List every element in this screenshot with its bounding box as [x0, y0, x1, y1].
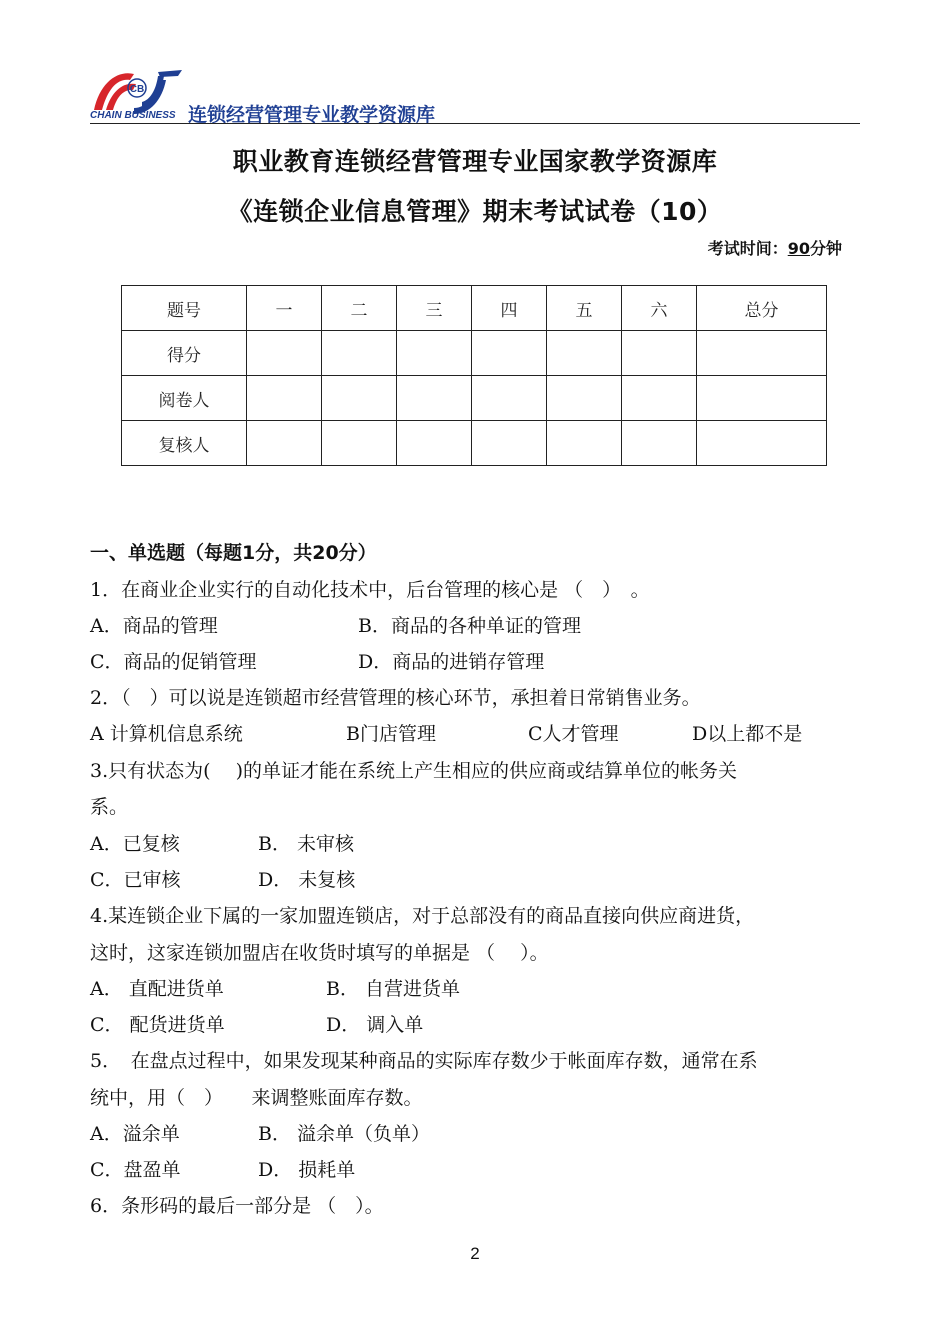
q1-option-c: C．商品的促销管理: [90, 651, 257, 673]
score-cell: [622, 376, 697, 421]
q1-option-d: D．商品的进销存管理: [358, 651, 545, 673]
score-header-cell: 一: [247, 286, 322, 331]
score-header-cell: 题号: [122, 286, 247, 331]
q5-option-b: B． 溢余单（负单）: [258, 1123, 431, 1145]
row-label-cell: 复核人: [122, 421, 247, 466]
score-table: [121, 285, 827, 466]
score-cell: [322, 421, 397, 466]
score-header-cell: 四: [472, 286, 547, 331]
score-table-header-row: [122, 286, 827, 331]
score-table-row: [122, 376, 827, 421]
q5-option-c: C．盘盈单: [90, 1159, 181, 1181]
row-label-cell: 得分: [122, 331, 247, 376]
q5-option-a: A．溢余单: [90, 1123, 180, 1145]
question-1: 1．在商业企业实行的自动化技术中，后台管理的核心是 （ ） 。: [90, 579, 650, 601]
logo-subtitle: CHAIN BUSINESS: [90, 110, 176, 121]
q2-option-b: B门店管理: [346, 723, 436, 745]
q3-option-d: D． 未复核: [258, 869, 356, 891]
score-cell: [547, 376, 622, 421]
score-cell: [247, 376, 322, 421]
q3-option-a: A．已复核: [90, 833, 180, 855]
q2-option-a: A 计算机信息系统: [90, 723, 243, 745]
score-cell: [247, 331, 322, 376]
score-cell: [697, 331, 827, 376]
q1-option-b: B．商品的各种单证的管理: [358, 615, 581, 637]
score-cell: [322, 331, 397, 376]
q3-option-b: B． 未审核: [258, 833, 355, 855]
svg-text:CB: CB: [129, 84, 145, 95]
score-cell: [247, 421, 322, 466]
score-cell: [547, 421, 622, 466]
header-divider: [90, 123, 860, 124]
q2-option-d: D以上都不是: [692, 723, 803, 745]
score-cell: [397, 421, 472, 466]
score-header-cell: 三: [397, 286, 472, 331]
row-label-cell: 阅卷人: [122, 376, 247, 421]
q4-option-a: A． 直配进货单: [90, 978, 224, 1000]
question-3-line-1: 3.只有状态为( )的单证才能在系统上产生相应的供应商或结算单位的帐务关: [90, 760, 737, 782]
q4-option-c: C． 配货进货单: [90, 1014, 225, 1036]
q4-option-d: D． 调入单: [326, 1014, 424, 1036]
question-2: 2．（ ）可以说是连锁超市经营管理的核心环节，承担着日常销售业务。: [90, 687, 701, 709]
document-title: 职业教育连锁经营管理专业国家教学资源库: [232, 147, 718, 176]
exam-time-label: 考试时间：: [707, 239, 788, 258]
score-cell: [697, 376, 827, 421]
score-cell: [472, 421, 547, 466]
q2-option-c: C人才管理: [528, 723, 619, 745]
q1-option-a: A．商品的管理: [90, 615, 218, 637]
exam-time: [708, 236, 842, 259]
score-cell: [397, 376, 472, 421]
score-cell: [397, 331, 472, 376]
exam-time-value: 90: [787, 239, 810, 258]
exam-time-unit: 分钟: [809, 239, 842, 258]
score-cell: [547, 331, 622, 376]
page-number: 2: [470, 1244, 480, 1263]
score-cell: [472, 376, 547, 421]
score-cell: [472, 331, 547, 376]
question-3-line-2: 系。: [90, 796, 129, 818]
score-cell: [322, 376, 397, 421]
score-table-row: [122, 421, 827, 466]
score-cell: [697, 421, 827, 466]
score-cell: [622, 331, 697, 376]
exam-title: 《连锁企业信息管理》期末考试试卷（10）: [227, 197, 723, 226]
score-cell: [622, 421, 697, 466]
question-5-line-1: 5． 在盘点过程中，如果发现某种商品的实际库存数少于帐面库存数，通常在系: [90, 1050, 758, 1072]
score-header-cell: 总分: [697, 286, 827, 331]
question-4-line-2: 这时，这家连锁加盟店在收货时填写的单据是 （ ）。: [90, 942, 549, 964]
q4-option-b: B． 自营进货单: [326, 978, 461, 1000]
q3-option-c: C．已审核: [90, 869, 181, 891]
score-header-cell: 六: [622, 286, 697, 331]
q5-option-d: D． 损耗单: [258, 1159, 356, 1181]
question-5-line-2: 统中，用（ ） 来调整账面库存数。: [90, 1087, 423, 1109]
question-4-line-1: 4.某连锁企业下属的一家加盟连锁店，对于总部没有的商品直接向供应商进货，: [90, 905, 755, 927]
brand-title: 连锁经营管理专业教学资源库: [188, 104, 436, 126]
section-heading: 一、单选题（每题1分，共20分）: [90, 542, 377, 564]
score-table-row: [122, 331, 827, 376]
score-header-cell: 五: [547, 286, 622, 331]
question-6: 6．条形码的最后一部分是 （ ）。: [90, 1195, 384, 1217]
score-header-cell: 二: [322, 286, 397, 331]
